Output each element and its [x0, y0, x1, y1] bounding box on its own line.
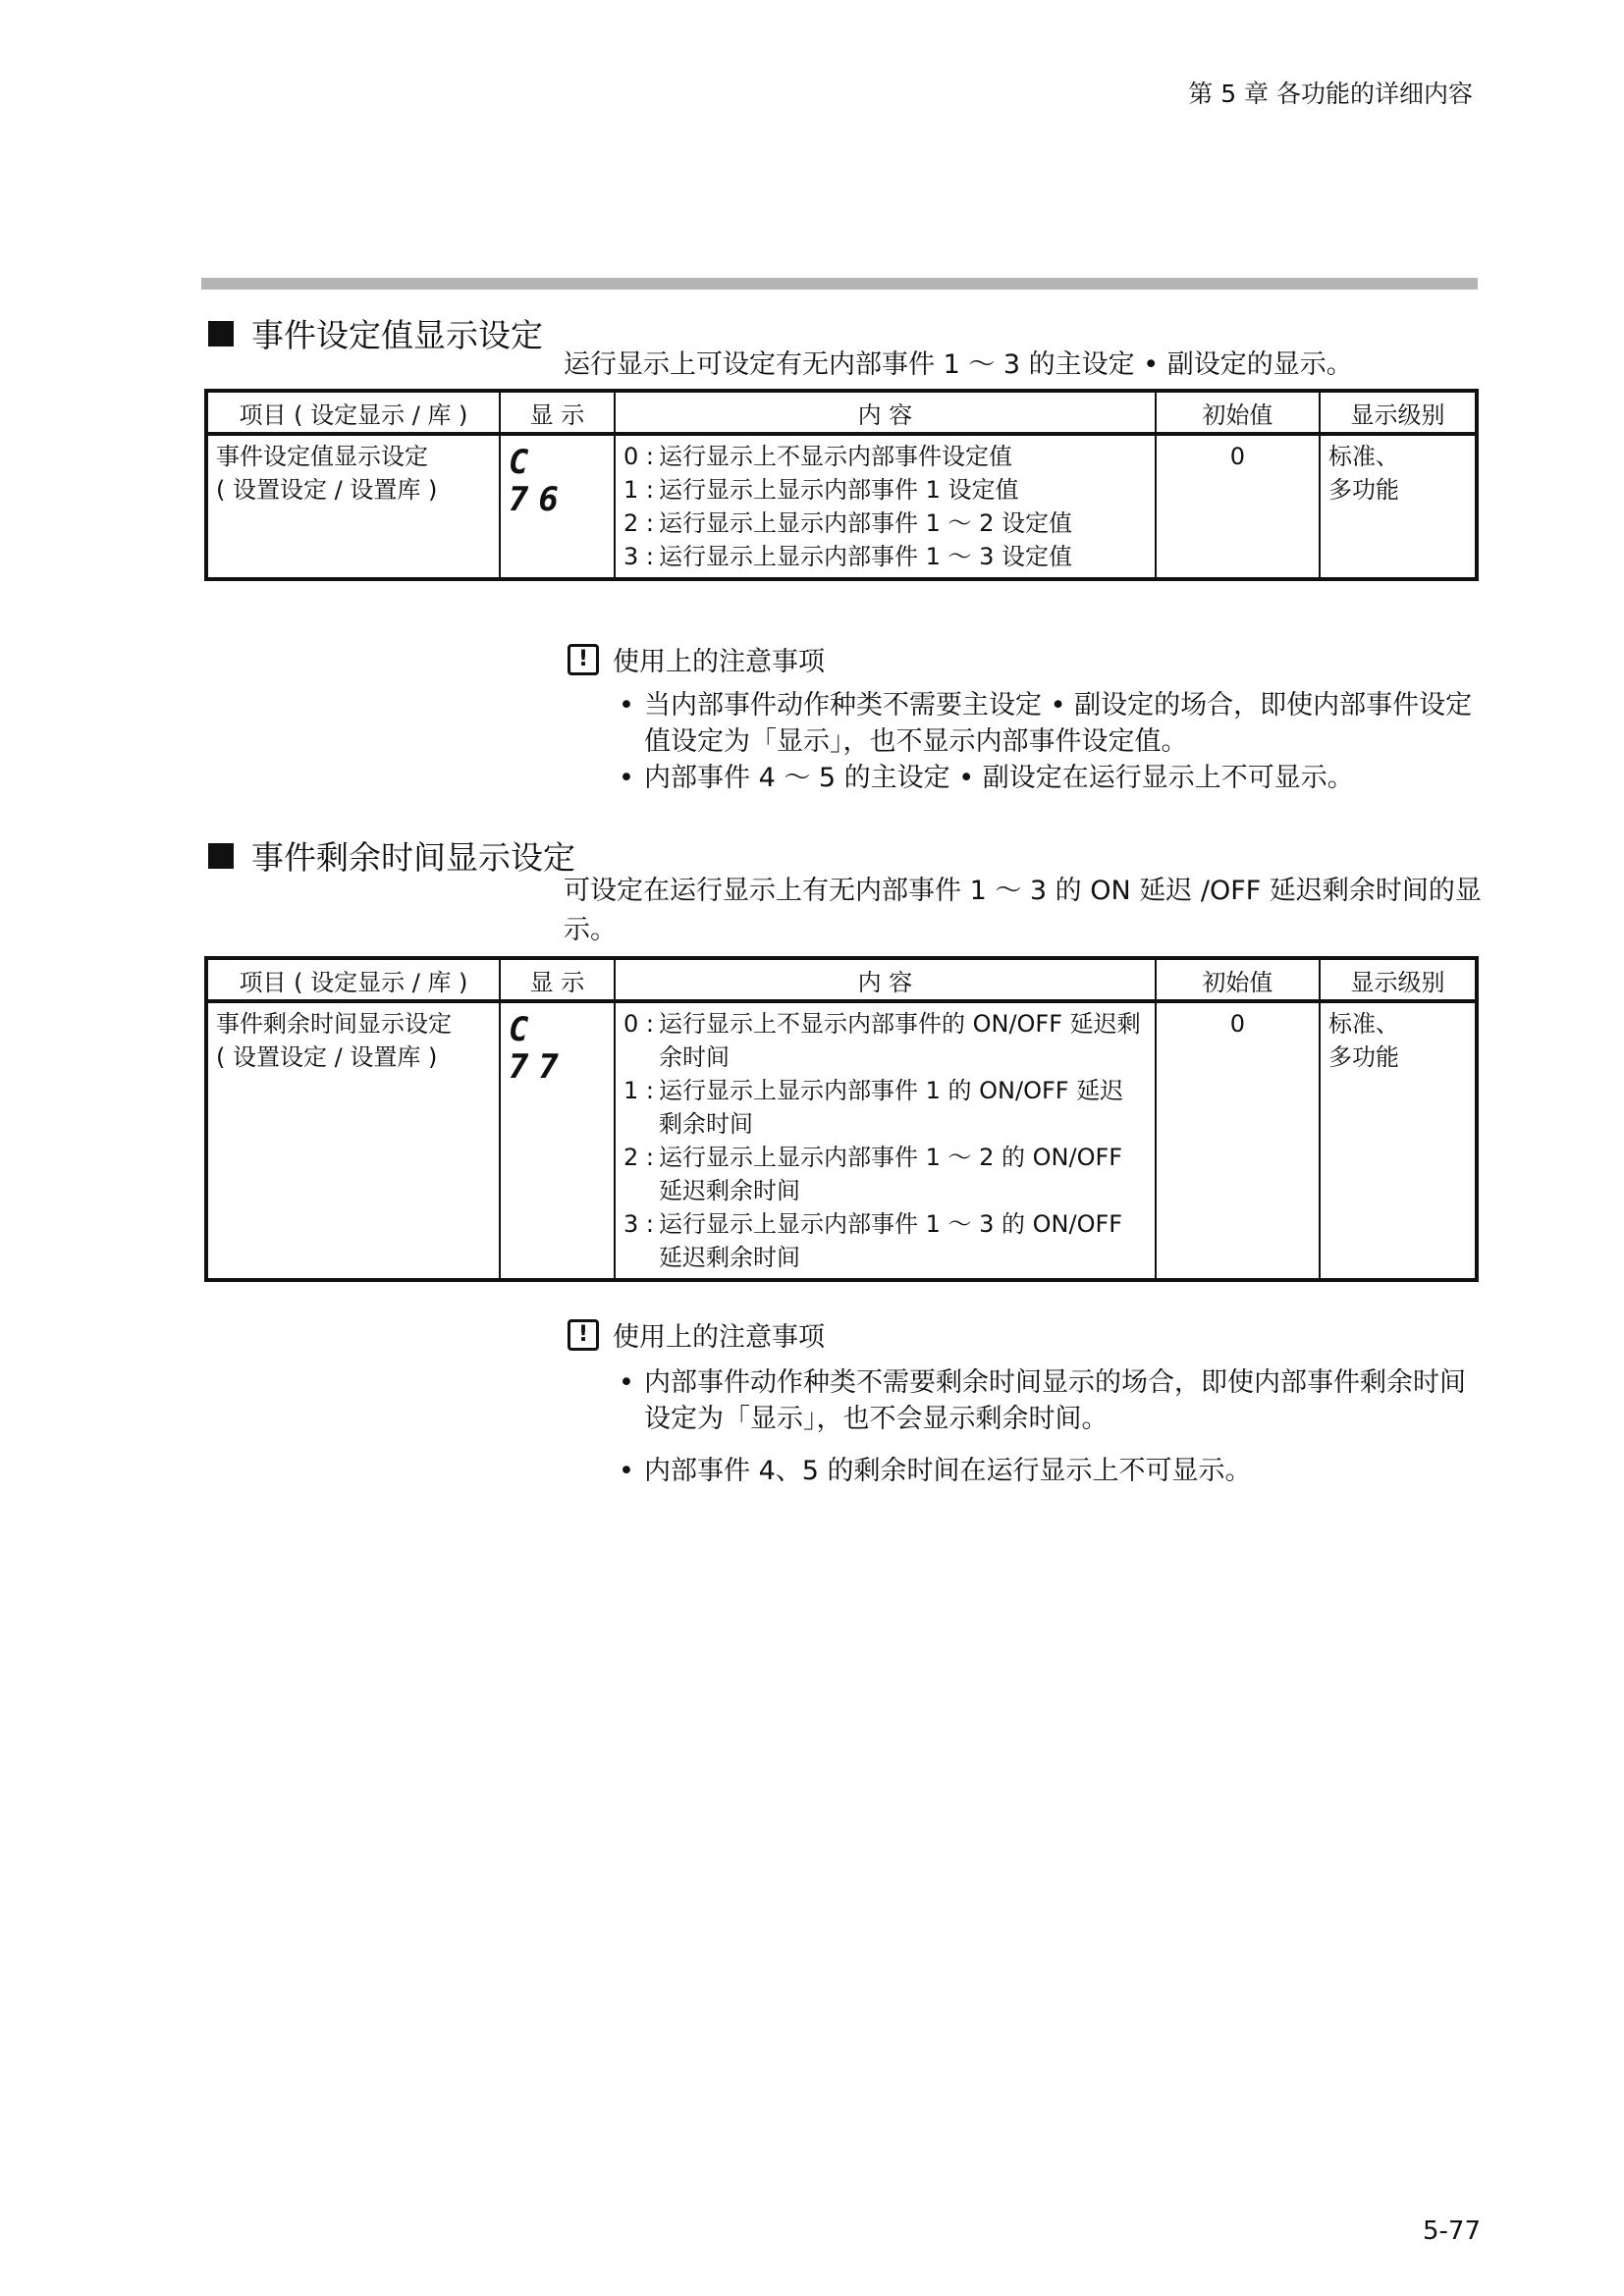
- note-bullet-text: 当内部事件动作种类不需要主设定 • 副设定的场合，即使内部事件设定值设定为「显示」，也不显示内部事件设定值。: [644, 690, 1473, 757]
- note-bullet: [619, 687, 1483, 760]
- option-item: 1 : 运行显示上显示内部事件 1 的 ON/OFF 延迟剩余时间: [623, 1077, 1124, 1138]
- level-line: 标准、: [1328, 443, 1400, 470]
- level-line: 多功能: [1328, 476, 1400, 504]
- note-bullet: [619, 1453, 1483, 1489]
- col-header-display: 显 示: [500, 391, 615, 434]
- section-title-event-setpoint: [208, 310, 543, 356]
- display-cell: [500, 434, 615, 579]
- item-bank: ( 设置设定 / 设置库 ): [216, 476, 438, 504]
- level-line: 标准、: [1328, 1010, 1400, 1038]
- initial-value: 0: [1156, 434, 1320, 579]
- initial-value: 0: [1156, 1001, 1320, 1280]
- segment-display-code: C 77: [508, 1010, 568, 1087]
- col-header-initial: 初始值: [1156, 391, 1320, 434]
- chapter-header: 第 5 章 各功能的详细内容: [1188, 80, 1473, 108]
- section-title-text: 事件剩余时间显示设定: [251, 838, 575, 877]
- col-header-level: 显示级别: [1320, 958, 1477, 1001]
- page-number: 5-77: [1422, 2216, 1481, 2246]
- section-intro: 运行显示上可设定有无内部事件 1 ～ 3 的主设定 • 副设定的显示。: [564, 349, 1353, 380]
- exclamation-icon: !: [568, 1319, 599, 1351]
- option-item: 0 : 运行显示上不显示内部事件设定值: [623, 443, 1012, 470]
- segment-display-code: C 76: [508, 443, 568, 519]
- note-heading-text: 使用上的注意事项: [613, 647, 825, 677]
- col-header-initial: 初始值: [1156, 958, 1320, 1001]
- bullet-dot-icon: •: [619, 690, 634, 721]
- settings-table-c77: [204, 956, 1479, 1282]
- section-title-text: 事件设定值显示设定: [251, 316, 543, 354]
- note-heading-text: 使用上的注意事项: [613, 1322, 825, 1353]
- note-bullet-text: 内部事件 4、5 的剩余时间在运行显示上不可显示。: [644, 1456, 1252, 1486]
- table-row: [206, 1001, 1477, 1280]
- square-bullet-icon: [208, 843, 234, 869]
- table-header-row: [206, 958, 1477, 1001]
- option-item: 2 : 运行显示上显示内部事件 1 ～ 2 设定值: [623, 509, 1073, 537]
- bullet-dot-icon: •: [619, 1367, 634, 1398]
- note-bullet: [619, 1364, 1483, 1437]
- table-row: [206, 434, 1477, 579]
- item-cell: [206, 1001, 500, 1280]
- note-bullet: [619, 760, 1483, 796]
- col-header-display: 显 示: [500, 958, 615, 1001]
- content-cell: [615, 1001, 1156, 1280]
- note-heading: [568, 640, 825, 678]
- option-item: 2 : 运行显示上显示内部事件 1 ～ 2 的 ON/OFF 延迟剩余时间: [623, 1144, 1123, 1204]
- item-cell: [206, 434, 500, 579]
- item-name: 事件设定值显示设定: [216, 443, 428, 470]
- section-intro: 可设定在运行显示上有无内部事件 1 ～ 3 的 ON 延迟 /OFF 延迟剩余时间的显示。: [564, 876, 1482, 945]
- settings-table-c76: [204, 389, 1479, 581]
- option-item: 0 : 运行显示上不显示内部事件的 ON/OFF 延迟剩余时间: [623, 1010, 1141, 1071]
- level-line: 多功能: [1328, 1043, 1400, 1071]
- display-cell: [500, 1001, 615, 1280]
- col-header-content: 内 容: [615, 391, 1156, 434]
- square-bullet-icon: [208, 321, 234, 347]
- col-header-content: 内 容: [615, 958, 1156, 1001]
- table-header-row: [206, 391, 1477, 434]
- bullet-dot-icon: •: [619, 763, 634, 793]
- option-item: 3 : 运行显示上显示内部事件 1 ～ 3 设定值: [623, 543, 1073, 570]
- bullet-dot-icon: •: [619, 1456, 634, 1486]
- col-header-item: 项目 ( 设定显示 / 库 ): [206, 391, 500, 434]
- note-bullet-text: 内部事件动作种类不需要剩余时间显示的场合，即使内部事件剩余时间设定为「显示」，也不会显示剩余时间。: [644, 1367, 1466, 1434]
- col-header-level: 显示级别: [1320, 391, 1477, 434]
- col-header-item: 项目 ( 设定显示 / 库 ): [206, 958, 500, 1001]
- option-item: 1 : 运行显示上显示内部事件 1 设定值: [623, 476, 1019, 504]
- item-bank: ( 设置设定 / 设置库 ): [216, 1043, 438, 1071]
- level-cell: [1320, 1001, 1477, 1280]
- option-item: 3 : 运行显示上显示内部事件 1 ～ 3 的 ON/OFF 延迟剩余时间: [623, 1210, 1123, 1271]
- top-rule: [201, 278, 1478, 290]
- exclamation-icon: !: [568, 644, 599, 675]
- section-title-remaining-time: [208, 832, 575, 879]
- note-bullet-text: 内部事件 4 ～ 5 的主设定 • 副设定在运行显示上不可显示。: [644, 763, 1354, 793]
- note-heading: [568, 1315, 825, 1354]
- content-cell: [615, 434, 1156, 579]
- item-name: 事件剩余时间显示设定: [216, 1010, 452, 1038]
- level-cell: [1320, 434, 1477, 579]
